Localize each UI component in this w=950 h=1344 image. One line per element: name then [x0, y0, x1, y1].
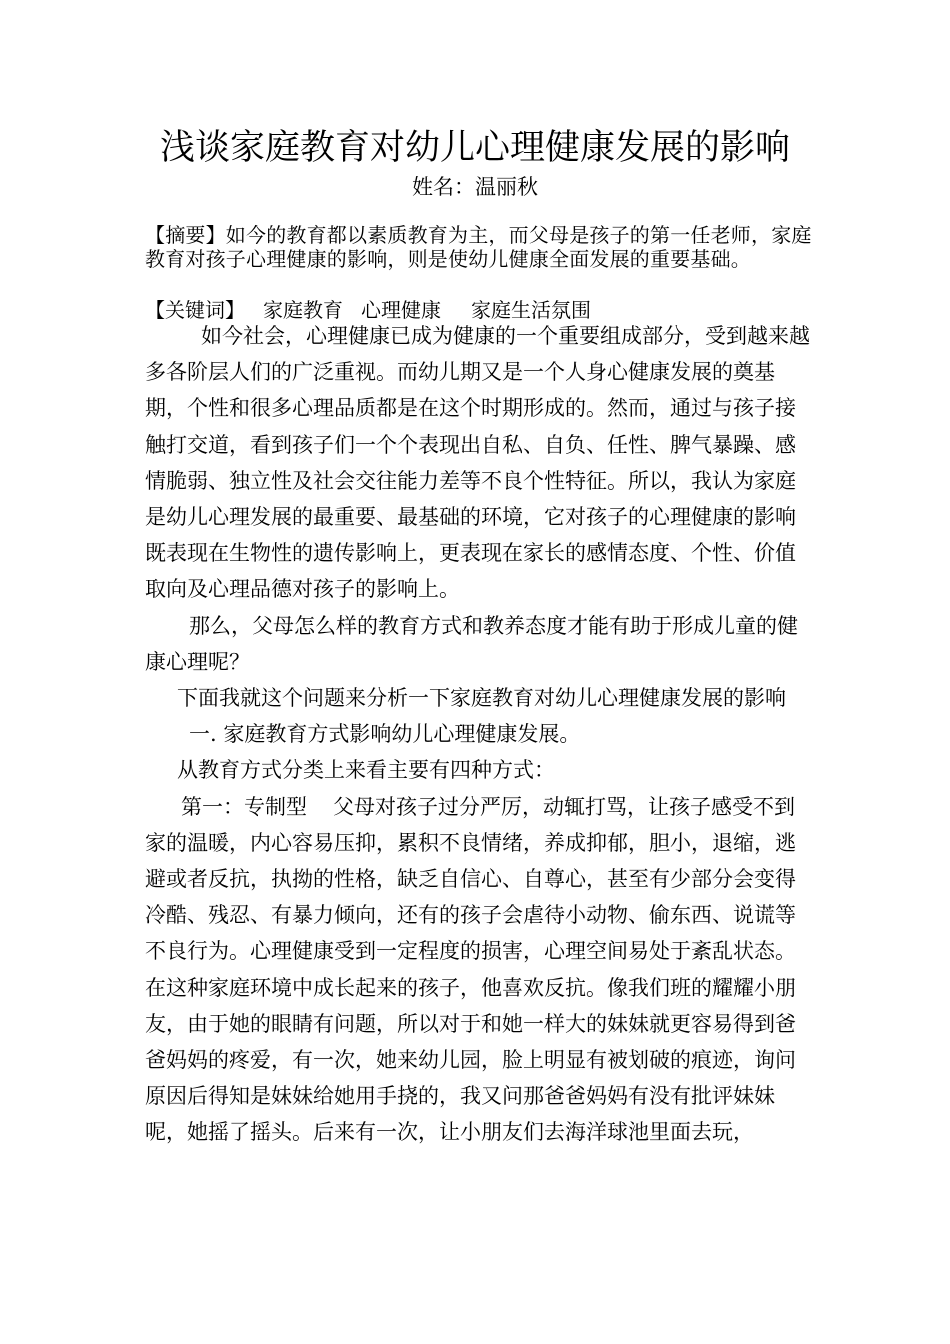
- paragraph-analysis-lead: 下面我就这个问题来分析一下家庭教育对幼儿心理健康发展的影响: [177, 686, 786, 711]
- document-title: 浅谈家庭教育对幼儿心理健康发展的影响: [159, 128, 790, 168]
- keyword-item: 家庭生活氛围: [471, 298, 591, 322]
- abstract: 【摘要】如今的教育都以素质教育为主，而父母是孩子的第一任老师，家庭教育对孩子心理健康的影响，则是使幼儿健康全面发展的重要基础。: [145, 223, 812, 271]
- keyword-item: 家庭教育: [263, 298, 343, 322]
- paragraph-authoritarian-text: 父母对孩子过分严厉，动辄打骂，让孩子感受不到家的温暖，内心容易压抑，累积不良情绪，养成抑郁，胆小，退缩，逃避或者反抗，执拗的性格，缺乏自信心、自尊心，甚至有少部分会变得冷酷、残忍、有暴力倾向，还有的孩子会虐待小动物、偷东西、说谎等不良行为。心理健康受到一定程度的损害，心理空间易处于紊乱状态。在这种家庭环境中成长起来的孩子，他喜欢反抗。像我们班的耀耀小朋友，由于她的眼睛有问题，所以对于和她一样大的妹妹就更容易得到爸爸妈妈的疼爱，有一次，她来幼儿园，脸上明显有被划破的痕迹，询问原因后得知是妹妹给她用手挠的，我又问那爸爸妈妈有没有批评妹妹呢，她摇了摇头。后来有一次，让小朋友们去海洋球池里面去玩，: [145, 794, 796, 1145]
- keyword-item: 心理健康: [361, 298, 441, 322]
- keywords-label: 【关键词】: [145, 298, 245, 322]
- section-heading: 一. 家庭教育方式影响幼儿心理健康发展。: [189, 722, 581, 747]
- author-line: 姓名：温丽秋: [412, 175, 538, 199]
- paragraph-types-lead: 从教育方式分类上来看主要有四种方式：: [177, 758, 555, 783]
- paragraph-intro: 如今社会，心理健康已成为健康的一个重要组成部分，受到越来越多各阶层人们的广泛重视。而幼儿期又是一个人身心健康发展的奠基期，个性和很多心理品质都是在这个时期形成的。然而，通过与孩子接触打交道，看到孩子们一个个表现出自私、自负、任性、脾气暴躁、感情脆弱、独立性及社会交往能力差等不良个性特征。所以，我认为家庭是幼儿心理发展的最重要、最基础的环境，它对孩子的心理健康的影响既表现在生物性的遗传影响上，更表现在家长的感情态度、个性、价值取向及心理品德对孩子的影响上。: [145, 324, 810, 602]
- body-text: [145, 318, 813, 1151]
- paragraph-question: 那么，父母怎么样的教育方式和教养态度才能有助于形成儿童的健康心理呢？: [145, 613, 798, 674]
- type-label: 第一：专制型: [181, 794, 307, 819]
- paragraph-authoritarian: [145, 789, 813, 1151]
